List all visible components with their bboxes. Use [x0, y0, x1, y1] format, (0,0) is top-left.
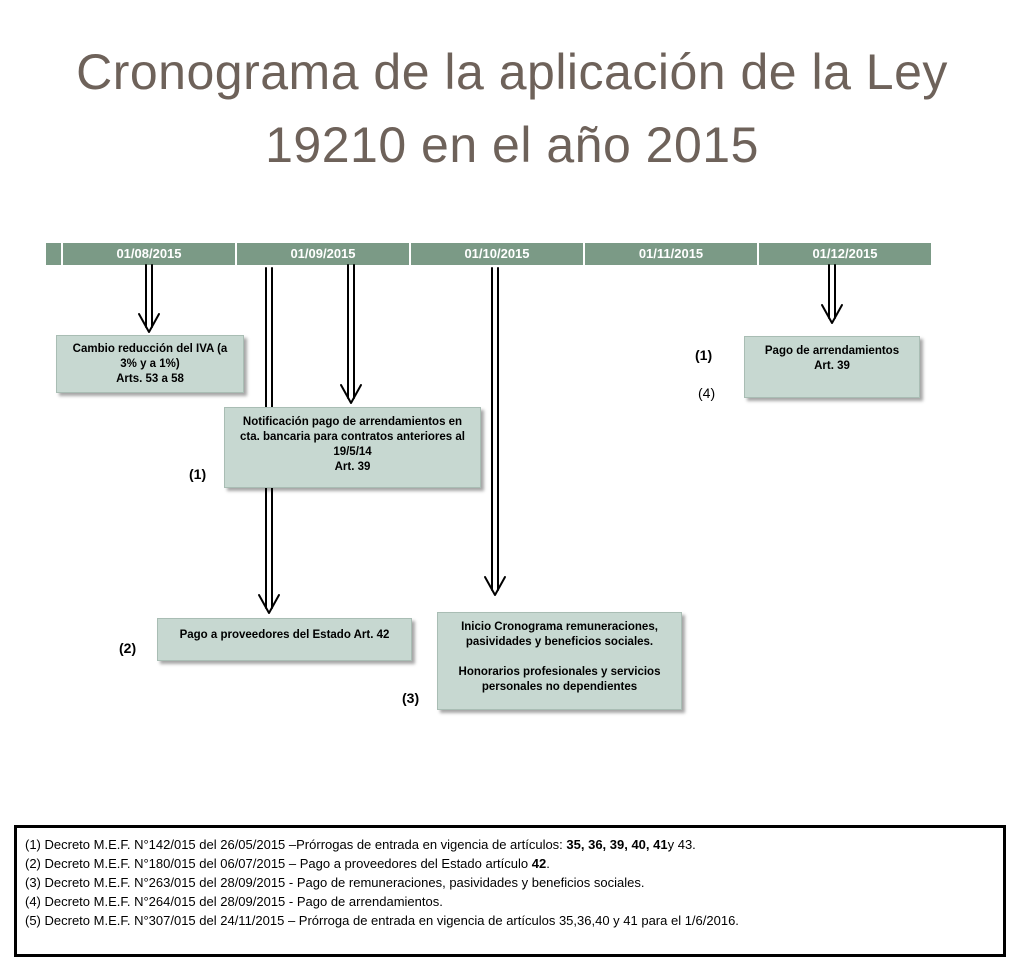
event-arrendamientos-line-2: Art. 39	[814, 360, 850, 372]
slide-title-line-2: 19210 en el año 2015	[265, 117, 759, 173]
ref-notificacion: (1)	[189, 466, 207, 482]
event-arrendamientos-line-1: Pago de arrendamientos	[764, 345, 900, 357]
event-box-iva	[56, 335, 244, 393]
event-remuneraciones-line-5: personales no dependientes	[481, 681, 638, 693]
timeline-date-dec: 01/12/2015	[757, 243, 931, 265]
event-notificacion-line-4: Art. 39	[334, 461, 371, 473]
event-remuneraciones-line-4: Honorarios profesionales y servicios	[458, 666, 661, 678]
event-iva-line-1: Cambio reducción del IVA (a	[72, 343, 228, 355]
arrow-notificacion	[341, 265, 361, 403]
note-5: (5) Decreto M.E.F. N°307/015 del 24/11/2015 – Prórroga de entrada en vigencia de artículos 35,36,40 y 41 para el 1/6/2016.	[25, 913, 739, 928]
note-1	[25, 835, 995, 854]
arrow-iva	[139, 265, 159, 332]
event-proveedores-line-1: Pago a proveedores del Estado Art. 42	[179, 629, 390, 641]
note-2-text: (2) Decreto M.E.F. N°180/015 del 06/07/2015 – Pago a proveedores del Estado artículo	[25, 856, 532, 871]
arrow-arrendamientos	[822, 265, 842, 323]
note-2-suffix: .	[546, 856, 550, 871]
note-4: (4) Decreto M.E.F. N°264/015 del 28/09/2015 - Pago de arrendamientos.	[25, 894, 443, 909]
timeline-date-oct: 01/10/2015	[409, 243, 583, 265]
event-box-proveedores	[157, 618, 412, 661]
ref-arrendamientos-1: (1)	[695, 347, 713, 363]
event-remuneraciones-spacer	[438, 650, 681, 665]
ref-remuneraciones: (3)	[402, 690, 420, 706]
ref-proveedores: (2)	[119, 640, 137, 656]
event-box-remuneraciones	[437, 612, 682, 710]
note-2	[25, 854, 995, 873]
timeline-date-aug: 01/08/2015	[61, 243, 235, 265]
event-box-arrendamientos	[744, 336, 920, 398]
event-notificacion-line-2: cta. bancaria para contratos anteriores al	[240, 431, 465, 443]
arrow-remuneraciones	[485, 268, 505, 595]
event-remuneraciones-line-1: Inicio Cronograma remuneraciones,	[461, 621, 658, 633]
event-iva-line-2: 3% y a 1%)	[120, 358, 180, 370]
note-2-bold: 42	[531, 856, 547, 871]
event-notificacion-line-3: 19/5/14	[333, 446, 372, 458]
event-box-notificacion	[224, 407, 481, 488]
ref-arrendamientos-4: (4)	[698, 385, 716, 401]
event-remuneraciones-line-2: pasividades y beneficios sociales.	[465, 636, 654, 648]
slide-title-line-1: Cronograma de la aplicación de la Ley	[76, 44, 948, 100]
event-iva-line-3: Arts. 53 a 58	[116, 373, 184, 385]
timeline-date-sep: 01/09/2015	[235, 243, 409, 265]
decree-notes	[14, 825, 1006, 957]
event-notificacion-line-1: Notificación pago de arrendamientos en	[242, 416, 463, 428]
note-1-suffix: y 43.	[667, 837, 696, 852]
note-1-text: (1) Decreto M.E.F. N°142/015 del 26/05/2015 –Prórrogas de entrada en vigencia de artículos:	[25, 837, 567, 852]
note-1-bold: 35, 36, 39, 40, 41	[566, 837, 668, 852]
timeline-date-nov: 01/11/2015	[583, 243, 757, 265]
note-3: (3) Decreto M.E.F. N°263/015 del 28/09/2015 - Pago de remuneraciones, pasividades y beneficios sociales.	[25, 875, 645, 890]
